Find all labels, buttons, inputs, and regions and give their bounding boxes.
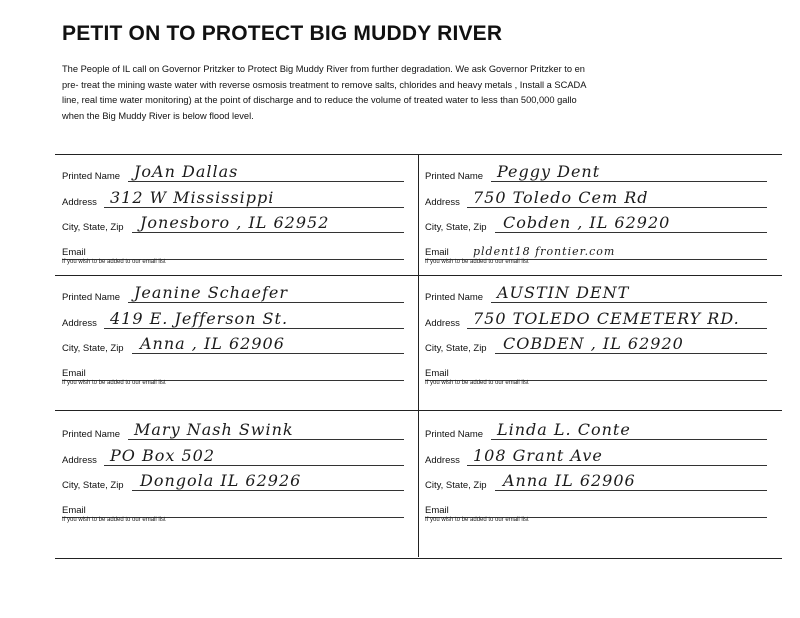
row-divider <box>55 410 782 411</box>
intro-line: pre- treat the mining waste water with reverse osmosis treatment to remove salts, chlorides and heavy metals , Install a SCADA <box>62 79 587 90</box>
email-field-label: Email <box>62 247 86 258</box>
name-field-label: Printed Name <box>62 429 121 440</box>
city-state-zip-field-label: City, State, Zip <box>62 343 124 354</box>
name-field-handwriting: Linda L. Conte <box>497 420 631 439</box>
address-field[interactable] <box>62 309 408 329</box>
city-state-zip-field[interactable] <box>62 213 408 233</box>
grid-divider <box>418 154 419 557</box>
intro-line: line, real time water monitoring) at the point of discharge and to reduce the volume of treated water to less than 500,000 gallo <box>62 95 577 106</box>
city-state-zip-field-underline <box>132 490 404 491</box>
name-field-label: Printed Name <box>425 171 484 182</box>
name-field-underline <box>128 302 404 303</box>
city-state-zip-field-label: City, State, Zip <box>425 222 487 233</box>
address-field-label: Address <box>425 318 460 329</box>
city-state-zip-field-handwriting: Cobden , IL 62920 <box>503 213 671 232</box>
email-field-label: Email <box>425 247 449 258</box>
address-field[interactable] <box>62 188 408 208</box>
email-field[interactable] <box>425 365 771 379</box>
email-field-label: Email <box>62 368 86 379</box>
name-field[interactable] <box>425 283 771 303</box>
city-state-zip-field-handwriting: Anna , IL 62906 <box>140 334 285 353</box>
address-field[interactable] <box>425 188 771 208</box>
address-field-handwriting: 750 TOLEDO CEMETERY RD. <box>473 309 740 328</box>
city-state-zip-field[interactable] <box>425 334 771 354</box>
name-field-handwriting: AUSTIN DENT <box>497 283 630 302</box>
signature-entry <box>62 281 408 401</box>
email-list-note: If you wish to be added to our email list <box>425 380 529 386</box>
city-state-zip-field-underline <box>132 232 404 233</box>
name-field-underline <box>128 181 404 182</box>
signature-entry <box>425 281 771 401</box>
address-field-label: Address <box>62 197 97 208</box>
city-state-zip-field-underline <box>495 353 767 354</box>
address-field-underline <box>467 207 767 208</box>
email-list-note: If you wish to be added to our email list <box>62 259 166 265</box>
intro-line: when the Big Muddy River is below flood level. <box>62 110 254 121</box>
address-field-handwriting: 750 Toledo Cem Rd <box>473 188 649 207</box>
address-field-handwriting: 108 Grant Ave <box>473 446 603 465</box>
name-field-label: Printed Name <box>425 292 484 303</box>
address-field-underline <box>467 328 767 329</box>
email-field-handwriting: pldent18 frontier.com <box>473 245 616 258</box>
name-field[interactable] <box>62 283 408 303</box>
address-field-underline <box>104 207 404 208</box>
address-field-underline <box>467 465 767 466</box>
signature-entry <box>62 418 408 538</box>
name-field-underline <box>128 439 404 440</box>
email-list-note: If you wish to be added to our email list <box>62 517 166 523</box>
petition-intro <box>62 62 642 124</box>
name-field-label: Printed Name <box>62 292 121 303</box>
address-field[interactable] <box>425 446 771 466</box>
name-field-handwriting: JoAn Dallas <box>134 162 239 181</box>
name-field[interactable] <box>425 162 771 182</box>
city-state-zip-field[interactable] <box>425 471 771 491</box>
name-field-underline <box>491 181 767 182</box>
name-field-label: Printed Name <box>425 429 484 440</box>
intro-line: The People of IL call on Governor Pritzker to Protect Big Muddy River from further degradation. We ask Governor Pritzker to en <box>62 64 585 74</box>
name-field-handwriting: Mary Nash Swink <box>134 420 294 439</box>
city-state-zip-field-label: City, State, Zip <box>425 343 487 354</box>
city-state-zip-field[interactable] <box>62 471 408 491</box>
city-state-zip-field-label: City, State, Zip <box>62 222 124 233</box>
city-state-zip-field-handwriting: Anna IL 62906 <box>503 471 636 490</box>
email-field[interactable] <box>62 502 408 516</box>
signature-entry <box>62 160 408 280</box>
address-field[interactable] <box>425 309 771 329</box>
name-field-underline <box>491 439 767 440</box>
petition-title: PETIT ON TO PROTECT BIG MUDDY RIVER <box>62 22 503 45</box>
address-field-label: Address <box>425 197 460 208</box>
address-field-handwriting: 312 W Mississippi <box>110 188 275 207</box>
email-field-label: Email <box>425 505 449 516</box>
email-field-label: Email <box>62 505 86 516</box>
name-field[interactable] <box>62 420 408 440</box>
address-field-label: Address <box>62 318 97 329</box>
email-list-note: If you wish to be added to our email list <box>425 517 529 523</box>
city-state-zip-field-label: City, State, Zip <box>425 480 487 491</box>
city-state-zip-field[interactable] <box>425 213 771 233</box>
city-state-zip-field-underline <box>495 232 767 233</box>
email-list-note: If you wish to be added to our email list <box>62 380 166 386</box>
address-field-underline <box>104 328 404 329</box>
address-field[interactable] <box>62 446 408 466</box>
address-field-underline <box>104 465 404 466</box>
address-field-label: Address <box>425 455 460 466</box>
name-field-label: Printed Name <box>62 171 121 182</box>
email-field-label: Email <box>425 368 449 379</box>
city-state-zip-field-handwriting: COBDEN , IL 62920 <box>503 334 684 353</box>
address-field-handwriting: 419 E. Jefferson St. <box>110 309 289 328</box>
name-field-underline <box>491 302 767 303</box>
city-state-zip-field-label: City, State, Zip <box>62 480 124 491</box>
email-field[interactable] <box>62 365 408 379</box>
name-field-handwriting: Peggy Dent <box>497 162 601 181</box>
city-state-zip-field-handwriting: Jonesboro , IL 62952 <box>140 213 330 232</box>
city-state-zip-field[interactable] <box>62 334 408 354</box>
signature-entry <box>425 160 771 280</box>
address-field-label: Address <box>62 455 97 466</box>
city-state-zip-field-underline <box>132 353 404 354</box>
name-field[interactable] <box>425 420 771 440</box>
email-field[interactable] <box>62 244 408 258</box>
address-field-handwriting: PO Box 502 <box>110 446 216 465</box>
signature-entry <box>425 418 771 538</box>
email-field[interactable] <box>425 502 771 516</box>
city-state-zip-field-handwriting: Dongola IL 62926 <box>140 471 302 490</box>
name-field[interactable] <box>62 162 408 182</box>
email-list-note: If you wish to be added to our email list <box>425 259 529 265</box>
name-field-handwriting: Jeanine Schaefer <box>134 283 288 302</box>
city-state-zip-field-underline <box>495 490 767 491</box>
email-field[interactable] <box>425 244 771 258</box>
